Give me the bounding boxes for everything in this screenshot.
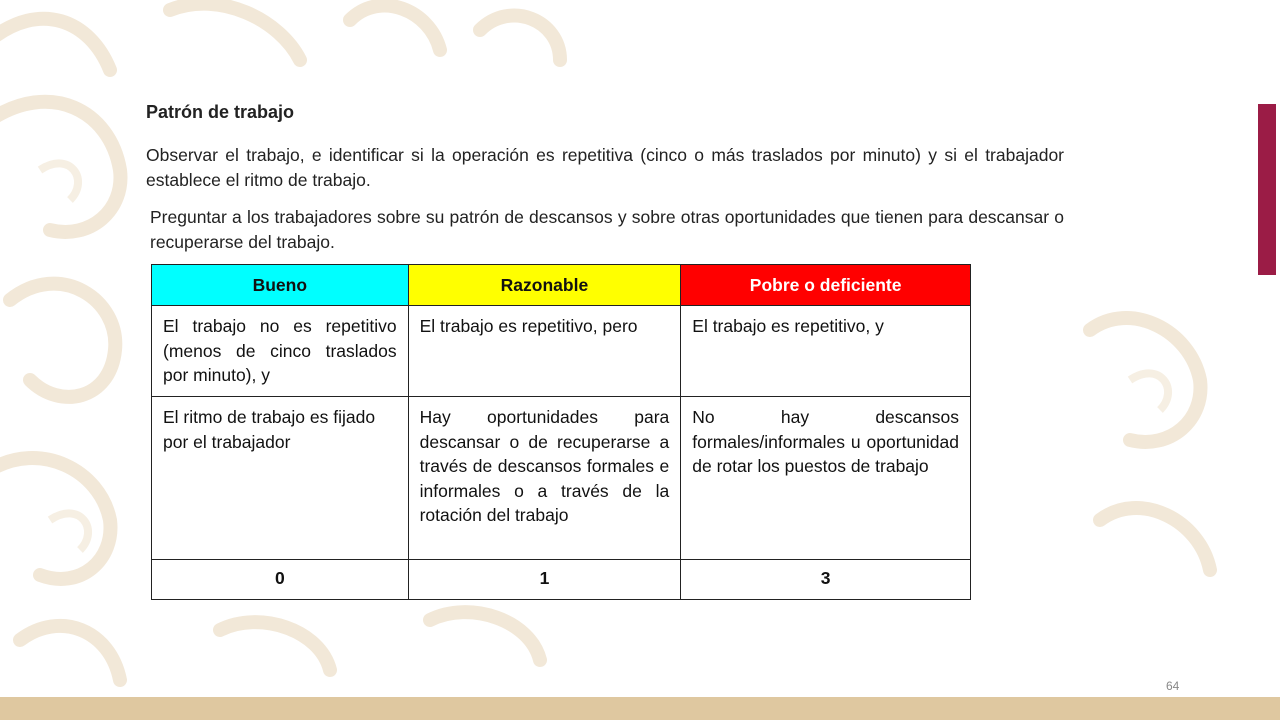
score-reasonable: 1 <box>408 560 681 600</box>
score-poor: 3 <box>681 560 971 600</box>
table-cell: El ritmo de trabajo es fijado por el trabajador <box>152 397 409 560</box>
instruction-paragraph-ask: Preguntar a los trabajadores sobre su patrón de descansos y sobre otras oportunidades que tienen para descansar o recuperarse del trabajo. <box>150 207 1064 252</box>
table-cell: El trabajo no es repetitivo (menos de cinco traslados por minuto), y <box>152 306 409 397</box>
header-poor: Pobre o deficiente <box>681 265 971 306</box>
evaluation-table <box>151 264 971 600</box>
header-reasonable: Razonable <box>408 265 681 306</box>
footer-band <box>0 697 1280 720</box>
table-cell: El trabajo es repetitivo, pero <box>408 306 681 397</box>
table-header-row <box>152 265 971 306</box>
table-cell: Hay oportunidades para descansar o de recuperarse a través de descansos formales e informales o a través de la rotación del trabajo <box>408 397 681 560</box>
table-cell: El trabajo es repetitivo, y <box>681 306 971 397</box>
table-row <box>152 397 971 560</box>
section-heading: Patrón de trabajo <box>146 102 295 122</box>
score-good: 0 <box>152 560 409 600</box>
header-good: Bueno <box>152 265 409 306</box>
accent-bar <box>1258 104 1276 275</box>
page-number: 64 <box>1166 679 1180 693</box>
score-row <box>152 560 971 600</box>
instruction-paragraph-observe: Observar el trabajo, e identificar si la operación es repetitiva (cinco o más traslados por minuto) y si el trabajador establece el ritmo de trabajo. <box>146 145 1064 190</box>
table-cell: No hay descansos formales/informales u oportunidad de rotar los puestos de trabajo <box>681 397 971 560</box>
table-row <box>152 306 971 397</box>
